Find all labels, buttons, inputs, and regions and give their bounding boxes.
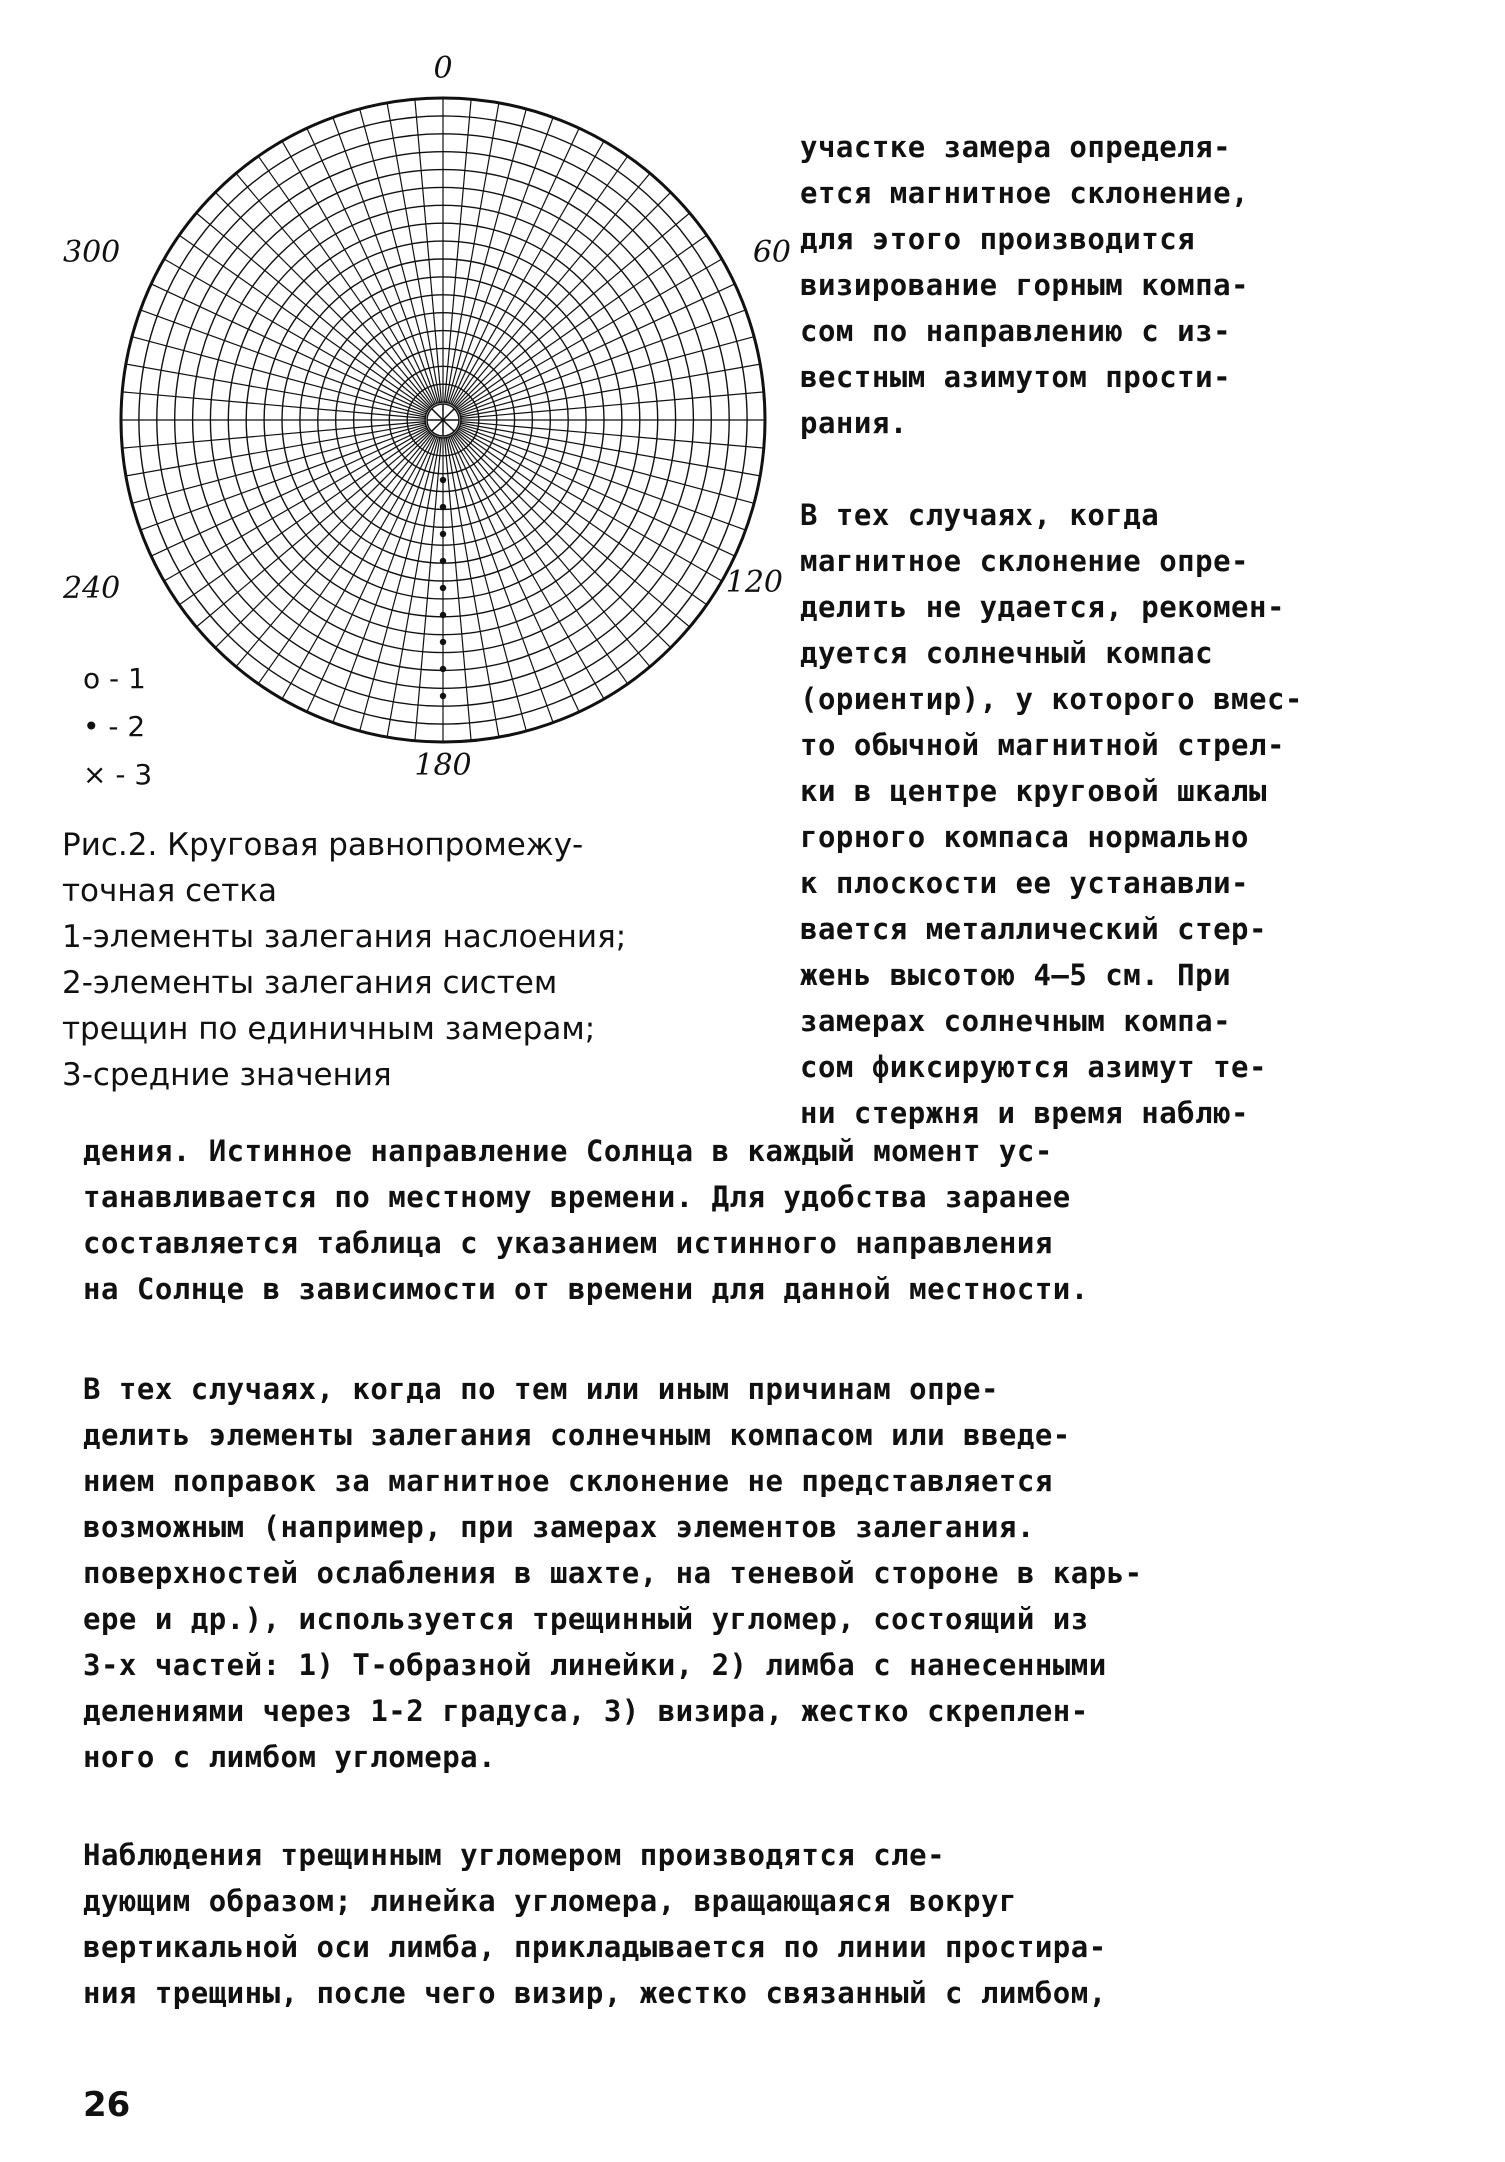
grid-spoke bbox=[258, 435, 432, 684]
grid-spoke bbox=[196, 432, 429, 628]
data-point bbox=[440, 612, 446, 618]
grid-spoke bbox=[453, 435, 627, 684]
grid-spoke bbox=[236, 173, 432, 406]
grid-spoke bbox=[236, 434, 432, 667]
grid-spoke bbox=[415, 438, 442, 741]
grid-spoke bbox=[458, 235, 707, 409]
grid-spoke bbox=[458, 430, 707, 604]
grid-spoke bbox=[415, 99, 442, 402]
legend-item-1: о - 1 bbox=[83, 662, 146, 695]
data-point bbox=[440, 639, 446, 645]
grid-spoke bbox=[445, 99, 472, 402]
grid-spoke bbox=[461, 422, 764, 449]
grid-spoke bbox=[445, 438, 472, 741]
legend-item-3: × - 3 bbox=[83, 758, 153, 791]
page-number: 26 bbox=[83, 2085, 131, 2125]
grid-spoke bbox=[215, 433, 430, 648]
azimuth-label-300: 300 bbox=[63, 235, 121, 270]
grid-spoke bbox=[122, 392, 425, 419]
data-point bbox=[440, 477, 446, 483]
data-point bbox=[440, 585, 446, 591]
azimuth-label-240: 240 bbox=[63, 571, 121, 606]
grid-spoke bbox=[122, 422, 425, 449]
figure-caption: Рис.2. Круговая равнопромежу- точная сетка 1-элементы залегания наслоения; 2-элементы залегания систем трещин по единичным замерам; 3-средние значения bbox=[62, 827, 627, 1093]
grid-spoke bbox=[456, 192, 671, 407]
polar-net-figure bbox=[55, 40, 791, 800]
data-point bbox=[440, 666, 446, 672]
grid-spoke bbox=[196, 213, 429, 409]
grid-spoke bbox=[179, 235, 428, 409]
grid-spoke bbox=[452, 436, 604, 699]
azimuth-label-120: 120 bbox=[725, 565, 783, 600]
grid-spoke bbox=[459, 429, 722, 581]
azimuth-label-60: 60 bbox=[752, 235, 791, 270]
data-point bbox=[440, 531, 446, 537]
grid-spoke bbox=[452, 141, 604, 404]
right-column-text: участке замера определя- ется магнитное склонение, для этого производится визирование горным компа- сом по направлению с из- вестным азимутом прости- рания. В тех случаях, когда магнитное склонение опре- делить не удается, рекомен- дуется солнечный компас (ориентир), у которого вмес- то обычной магнитной стрел- ки в центре круговой шкалы горного компаса нормально к плоскости ее устанавли- вается металлический стер- жень высотою 4–5 см. При замерах солнечным компа- сом фиксируются азимут те- ни стержня и время наблю- bbox=[800, 130, 1303, 1130]
grid-spoke bbox=[258, 156, 432, 405]
grid-spoke bbox=[455, 173, 651, 406]
grid-spoke bbox=[457, 432, 690, 628]
grid-spoke bbox=[461, 392, 764, 419]
grid-spoke bbox=[282, 436, 434, 699]
grid-spoke bbox=[179, 430, 428, 604]
data-point bbox=[440, 693, 446, 699]
grid-spoke bbox=[456, 433, 671, 648]
paragraph-observations: Наблюдения трещинным угломером производятся сле- дующим образом; линейка угломера, вращающаяся вокруг вертикальной оси лимба, прикладывается по линии простира- ния трещины, после чего визир, жестко связанный с лимбом, bbox=[83, 1838, 1107, 2010]
azimuth-label-180: 180 bbox=[414, 748, 472, 783]
grid-spoke bbox=[453, 156, 627, 405]
polar-grid bbox=[121, 98, 765, 742]
paragraph-crack-goniometer: В тех случаях, когда по тем или иным причинам опре- делить элементы залегания солнечным компасом или введе- нием поправок за магнитное склонение не представляется возможным (например, при замерах элементов залегания. поверхностей ослабления в шахте, на теневой стороне в карь- ере и др.), используется трещинный угломер, состоящий из 3-х частей: 1) Т-образной линейки, 2) лимба с нанесенными делениями через 1-2 градуса, 3) визира, жестко скреплен- ного с лимбом угломера. bbox=[83, 1372, 1143, 1774]
data-point bbox=[440, 504, 446, 510]
azimuth-label-0: 0 bbox=[433, 51, 453, 86]
grid-spoke bbox=[457, 213, 690, 409]
grid-spoke bbox=[215, 192, 430, 407]
data-point bbox=[440, 558, 446, 564]
grid-spoke bbox=[164, 429, 427, 581]
grid-spoke bbox=[459, 259, 722, 411]
grid-spoke bbox=[455, 434, 651, 667]
grid-spoke bbox=[282, 141, 434, 404]
paragraph-sun-direction: дения. Истинное направление Солнца в каждый момент ус- танавливается по местному времени. Для удобства заранее составляется таблица с указанием истинного направления на Солнце в зависимости от времени для данной местности. bbox=[83, 1134, 1089, 1306]
grid-spoke bbox=[164, 259, 427, 411]
data-points bbox=[440, 477, 446, 699]
legend-item-2: • - 2 bbox=[83, 710, 146, 743]
